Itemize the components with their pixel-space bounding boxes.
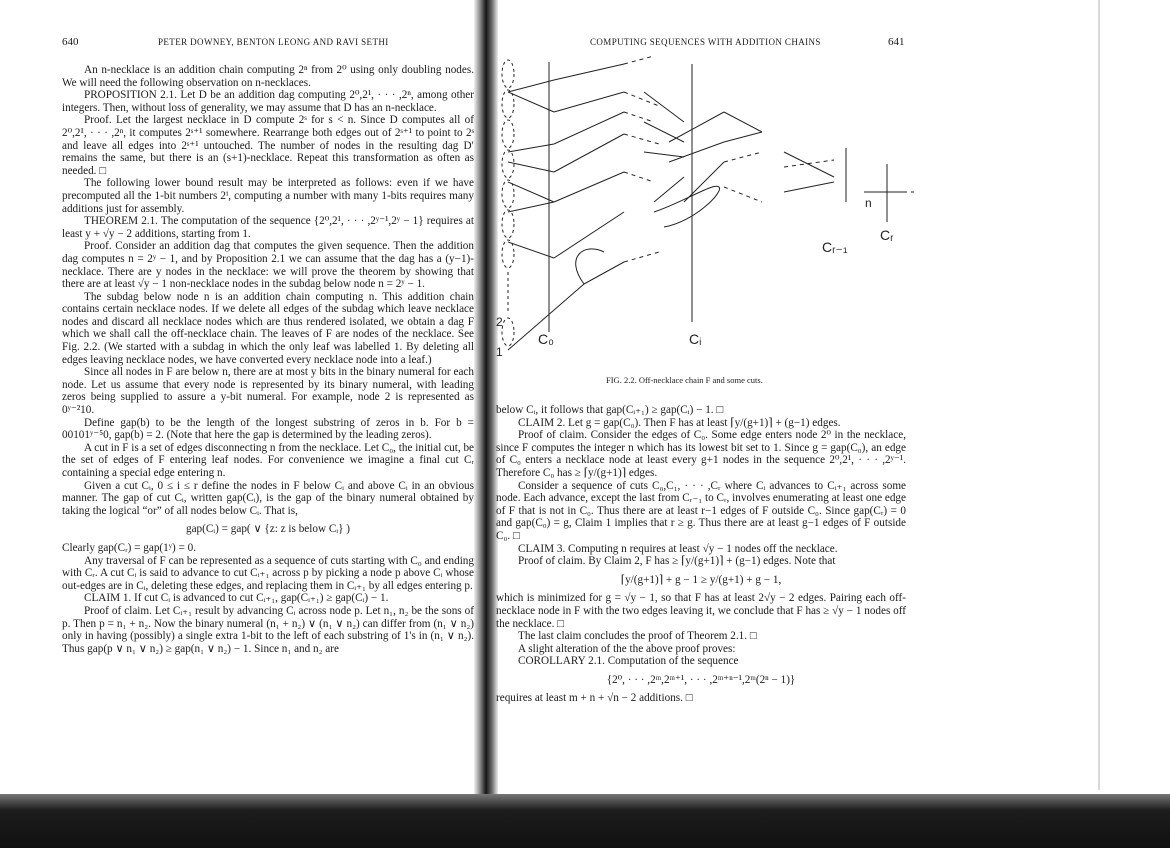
paragraph: A slight alteration of the the above proof proves: [518, 642, 736, 655]
paragraph: Define gap(b) to be the length of the longest substring of zeros in b. For b = 00101ʸ⁻⁵0, gap(b) = 2. (Note that here the gap is determined by the leading zeros). [62, 416, 474, 442]
label-cr-1: Cᵣ₋₁ [822, 239, 848, 255]
paragraph: Consider a sequence of cuts C₀,C₁, · · · ,Cᵣ where Cᵢ advances to Cᵢ₊₁ across some node. Each advance, except the last from Cᵣ₋₁ to Cᵣ, involves enumerating at least one edge of F that is not in C₀. Thus there are at least r−1 edges of F outside C₀. Since gap(Cᵣ) = 0 and gap(C₀) = g, Claim 1 implies that r ≥ g. Thus there are at least g−1 edges of F outside C₀. □ [496, 479, 906, 542]
dashed-edges [624, 56, 914, 262]
page-number-left: 640 [62, 36, 79, 48]
claim: CLAIM 1. If cut Cᵢ is advanced to cut Cᵢ₊₁, gap(Cᵢ₊₁) ≥ gap(Cᵢ) − 1. [84, 592, 389, 605]
left-page [0, 0, 488, 790]
paragraph: The subdag below node n is an addition chain computing n. This addition chain contains certain necklace nodes. If we delete all edges of the subdag which leave necklace nodes and discard all necklace nodes which are thus rendered isolated, we obtain a dag F which we shall call the off-necklace chain. The leaves of F are nodes of the necklace. See Fig. 2.2. (We started with a subdag in which the only leaf was labelled 1. By deleting all edges leaving necklace nodes, we have converted every necklace node into a leaf.) [62, 290, 474, 366]
label-one: 1 [496, 345, 503, 359]
paragraph: Given a cut Cᵢ, 0 ≤ i ≤ r define the nodes in F below Cᵢ and above Cᵢ in an obvious manner. The gap of cut Cᵢ, written gap(Cᵢ), is the gap of the binary numeral obtained by taking the logical “or” of all nodes below Cᵢ. That is, [62, 479, 474, 517]
page-edge [1098, 0, 1100, 790]
paragraph: A cut in F is a set of edges disconnecting n from the necklace. Let C₀, the initial cut, be the set of edges of F entering leaf nodes. For convenience we imagine a final cut Cᵣ containing a special edge entering n. [62, 441, 474, 479]
label-c0: C₀ [538, 331, 554, 347]
label-n: n [865, 196, 872, 210]
claim: CLAIM 3. Computing n requires at least √y − 1 nodes off the necklace. [518, 542, 838, 555]
paragraph: Any traversal of F can be represented as a sequence of cuts starting with C₀ and ending with Cᵣ. A cut Cᵢ is said to advance to cut Cᵢ₊₁ across p by picking a node p above Cᵢ whose out-edges are in Cᵢ, deleting these edges, and replacing them in Cᵢ₊₁ by all edges entering p. [62, 554, 474, 592]
proposition: PROPOSITION 2.1. Let D be an addition dag computing 2⁰,2¹, · · · ,2ⁿ, among other integers. Then, without loss of generality, we may assume that D has an n-necklace. [62, 89, 474, 114]
paragraph: requires at least m + n + √n − 2 additions. □ [496, 692, 693, 705]
paragraph: Proof of claim. Let Cᵢ₊₁ result by advancing Cᵢ across node p. Let n₁, n₂ be the sons of p. Then p = n₁ + n₂. Now the binary numeral (n₁ + n₂) ∨ (n₁ ∨ n₂) can differ from (n₁ ∨ n₂) only in having (possibly) a single extra 1-bit to the left of each substring of 1's in (n₁ ∨ n₂). Thus gap(p ∨ n₁ ∨ n₂) ≥ gap(n₁ ∨ n₂) − 1. Since n₁ and n₂ are [62, 604, 474, 655]
paragraph: The following lower bound result may be interpreted as follows: even if we have precomputed all the 1-bit numbers 2ⁱ, computing a number with many 1-bits requires many additions just for assembly. [62, 177, 474, 215]
label-cr: Cᵣ [880, 227, 894, 243]
paragraph: Proof. Consider an addition dag that computes the given sequence. Then the addition dag computes n = 2ʸ − 1, and by Proposition 2.1 we can assume that the dag has a (y−1)-necklace. There are y nodes in the necklace: we will prove the theorem by showing that there are at least √y − 1 non-necklace nodes in the subdag below node n = 2ʸ − 1. [62, 240, 474, 291]
paragraph: The last claim concludes the proof of Theorem 2.1. □ [518, 630, 757, 643]
label-two: 2 [496, 315, 503, 329]
display-inequality: ⌈y/(g+1)⌉ + g − 1 ≥ y/(g+1) + g − 1, [620, 573, 782, 586]
paragraph: An n-necklace is an addition chain computing 2ⁿ from 2⁰ using only doubling nodes. We will need the following observation on n-necklaces. [62, 64, 474, 89]
page-number-right: 641 [888, 36, 905, 48]
running-head-left: PETER DOWNEY, BENTON LEONG AND RAVI SETHI [158, 37, 389, 47]
claim: CLAIM 2. Let g = gap(C₀). Then F has at least ⌈y/(g+1)⌉ + (g−1) edges. [518, 416, 841, 429]
corollary: COROLLARY 2.1. Computation of the sequence [518, 655, 739, 668]
paragraph: Proof. Let the largest necklace in D compute 2ˢ for s < n. Since D computes all of 2⁰,2¹, · · · ,2ⁿ, it computes 2ˢ⁺¹ somewhere. Rearrange both edges out of 2ˢ⁺¹ to point to 2ˢ and leave all edges into 2ˢ⁺¹ untouched. The number of nodes in the resulting dag D′ remains the same, but there is an (s+1)-necklace. Repeat this transformation as often as needed. □ [62, 114, 474, 177]
display-equation: gap(Cᵢ) = gap( ∨ {z: z is below Cᵢ} ) [185, 523, 351, 536]
theorem: THEOREM 2.1. The computation of the sequence {2⁰,2¹, · · · ,2ʸ⁻¹,2ʸ − 1} requires at least y + √y − 2 additions, starting from 1. [62, 215, 474, 240]
figure-caption: FIG. 2.2. Off-necklace chain F and some cuts. [606, 375, 763, 385]
necklace-loops [502, 60, 514, 346]
label-ci: Cᵢ [689, 331, 702, 347]
running-head-right: COMPUTING SEQUENCES WITH ADDITION CHAINS [590, 37, 821, 47]
right-text-column [496, 404, 906, 705]
left-text-column [62, 64, 474, 655]
cut-lines [549, 62, 887, 332]
chain-edges [508, 64, 904, 350]
scan-bottom-shadow [0, 794, 1170, 848]
figure-off-necklace-chain [494, 52, 914, 367]
paragraph: below Cᵢ, it follows that gap(Cᵢ₊₁) ≥ gap(Cᵢ) − 1. □ [496, 404, 724, 416]
paragraph: which is minimized for g = √y − 1, so that F has at least 2√y − 2 edges. Pairing each off-necklace node in F with the two edges leaving it, we conclude that F has ≥ √y − 1 nodes off the necklace. □ [496, 592, 906, 630]
paragraph: Since all nodes in F are below n, there are at most y bits in the binary numeral for each node. Let us assume that every node is represented by its binary numeral, with leading zeros being supplied to assure a y-bit numeral. For example, node 2 is represented as 0ʸ⁻²10. [62, 366, 474, 417]
paragraph: Clearly gap(Cᵣ) = gap(1ʸ) = 0. [62, 541, 197, 554]
paragraph: Proof of claim. Consider the edges of C₀. Some edge enters node 2⁰ in the necklace, since F computes the integer n which has its lowest bit set to 1. Since g = gap(C₀), an edge of C₀ enters a necklace node at least every g+1 nodes in the sequence 2⁰,2¹, · · · ,2ʸ⁻¹. Therefore C₀ has ≥ ⌈y/(g+1)⌉ edges. [496, 429, 906, 479]
display-sequence: {2⁰, · · · ,2ᵐ,2ᵐ⁺¹, · · · ,2ᵐ⁺ⁿ⁻¹,2ᵐ(2ⁿ − 1)} [606, 673, 796, 686]
paragraph: Proof of claim. By Claim 2, F has ≥ ⌈y/(g+1)⌉ + (g−1) edges. Note that [518, 555, 836, 568]
